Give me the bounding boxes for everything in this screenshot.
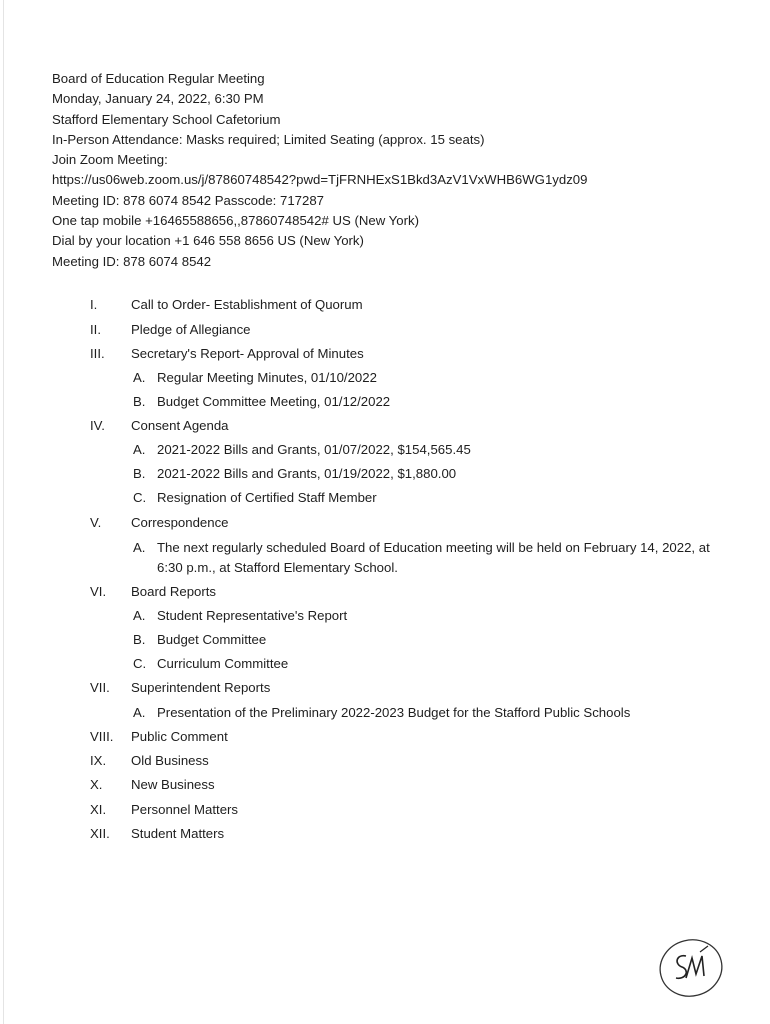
agenda-number: XII. — [90, 826, 110, 841]
agenda-number: II. — [90, 322, 101, 337]
agenda-item-call-to-order: Call to Order- Establishment of Quorum — [131, 297, 363, 312]
agenda-number: I. — [90, 297, 98, 312]
agenda-number: VI. — [90, 584, 107, 599]
sub-item-resignation: Resignation of Certified Staff Member — [157, 490, 377, 505]
agenda-number: III. — [90, 346, 105, 361]
sub-item-letter: C. — [133, 490, 147, 505]
dial-by-location: Dial by your location +1 646 558 8656 US (New York) — [52, 233, 364, 249]
zoom-heading: Join Zoom Meeting: — [52, 152, 168, 168]
sub-item-student-rep: Student Representative's Report — [157, 608, 348, 623]
sub-item-curriculum: Curriculum Committee — [157, 656, 289, 671]
sub-item-bills-0119: 2021-2022 Bills and Grants, 01/19/2022, $1,880.00 — [157, 466, 457, 481]
meeting-date: Monday, January 24, 2022, 6:30 PM — [52, 91, 264, 107]
agenda-number: VII. — [90, 680, 110, 695]
sub-item-letter: B. — [133, 632, 146, 647]
sub-item-letter: B. — [133, 466, 146, 481]
agenda-item-consent: Consent Agenda — [131, 418, 229, 433]
agenda-item-old-business: Old Business — [131, 753, 209, 768]
meeting-title: Board of Education Regular Meeting — [52, 71, 265, 86]
agenda-number: XI. — [90, 802, 107, 817]
agenda-number: IX. — [90, 753, 107, 768]
agenda-item-personnel: Personnel Matters — [131, 802, 239, 817]
meeting-id: Meeting ID: 878 6074 8542 — [52, 253, 212, 269]
sub-item-regular-minutes: Regular Meeting Minutes, 01/10/2022 — [157, 370, 377, 385]
agenda-item-superintendent: Superintendent Reports — [131, 680, 271, 695]
sub-item-budget-presentation: Presentation of the Preliminary 2022-2023 Budget for the Stafford Public Schools — [157, 705, 631, 720]
agenda-number: X. — [90, 777, 103, 792]
sub-item-budget-committee: Budget Committee — [157, 632, 267, 647]
agenda-item-new-business: New Business — [131, 777, 215, 792]
sub-item-bills-0107: 2021-2022 Bills and Grants, 01/07/2022, $154,565.45 — [157, 442, 471, 457]
sub-item-letter: C. — [133, 656, 147, 671]
agenda-item-secretary-report: Secretary's Report- Approval of Minutes — [131, 346, 364, 361]
agenda-item-board-reports: Board Reports — [131, 584, 217, 599]
sub-item-budget-minutes: Budget Committee Meeting, 01/12/2022 — [157, 394, 391, 409]
sub-item-letter: B. — [133, 394, 146, 409]
agenda-number: V. — [90, 515, 102, 530]
one-tap-mobile: One tap mobile +16465588656,,87860748542# US (New York) — [52, 213, 419, 229]
meeting-id-passcode: Meeting ID: 878 6074 8542 Passcode: 717287 — [52, 192, 325, 208]
attendance-note: In-Person Attendance: Masks required; Limited Seating (approx. 15 seats) — [52, 131, 485, 147]
agenda-number: IV. — [90, 418, 105, 433]
agenda-number: VIII. — [90, 729, 114, 744]
sub-item-letter: A. — [133, 442, 146, 457]
agenda-item-pledge: Pledge of Allegiance — [131, 322, 251, 337]
agenda-item-correspondence: Correspondence — [131, 515, 229, 530]
sub-item-letter: A. — [133, 540, 146, 555]
signature-initials — [656, 934, 726, 1000]
sub-item-letter: A. — [133, 370, 146, 385]
agenda-item-public-comment: Public Comment — [131, 729, 228, 744]
sub-item-letter: A. — [133, 705, 146, 720]
sub-item-letter: A. — [133, 608, 146, 623]
sub-item-next-meeting: The next regularly scheduled Board of Education meeting will be held on February 14, 2022, at 6:30 p.m., at Stafford Elementary School. — [157, 540, 710, 575]
meeting-location: Stafford Elementary School Cafetorium — [52, 111, 281, 127]
zoom-link[interactable]: https://us06web.zoom.us/j/87860748542?pwd=TjFRNHExS1Bkd3AzV1VxWHB6WG1ydz09 — [52, 172, 588, 188]
agenda-item-student-matters: Student Matters — [131, 826, 225, 841]
